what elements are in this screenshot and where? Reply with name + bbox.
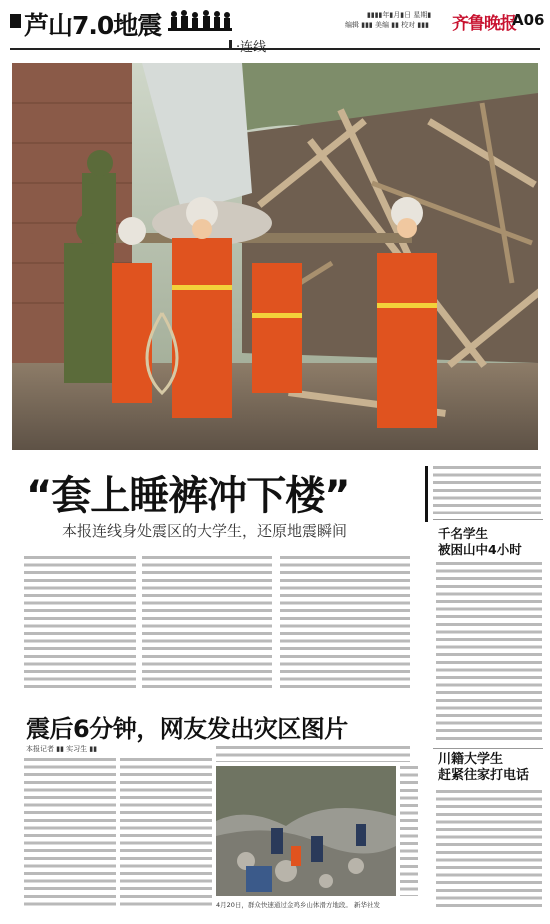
story2-title-line1: 川籍大学生 [438,752,504,767]
section-subtitle [236,36,266,55]
newspaper-logo: 齐鲁晚报 [452,14,516,34]
issue-date: ▮▮▮▮年▮月▮日 星期▮ [367,11,432,19]
landslide-photo [216,766,396,896]
story1-title-line1: 千名学生 [438,526,489,541]
main-subheadline: 本报连线身处震区的大学生，还原地震瞬间 [62,522,348,540]
section-title: 芦山7.0地震 [24,11,162,40]
article-column-3 [280,556,410,692]
header-rule [10,48,540,50]
right-top-caption [433,466,541,514]
section2-headline: 震后6分钟，网友发出灾区图片 [26,715,348,743]
article-column-2 [142,556,272,692]
story2-body [436,790,542,910]
section2-byline: 本报记者 ▮▮ 实习生 ▮▮ [26,745,98,753]
story1-title-line2: 被困山中4小时 [438,542,522,557]
article-column-1 [24,556,136,692]
right-column-marker [425,466,428,522]
editorial-staff: 编辑 ▮▮▮ 美编 ▮▮ 校对 ▮▮▮ [345,21,429,29]
section2-column-1 [24,758,116,908]
section2-column-3-side [400,766,418,896]
right-column-rule-2 [433,748,543,749]
small-photo-caption: 4月20日，群众快速通过金鸡乡山体滑方地段。 新华社发 [216,901,380,909]
story2-title-line2: 赶紧往家打电话 [438,768,530,783]
header-marker-block [10,14,21,28]
rescue-photo [12,63,538,450]
page-number: A06 [512,11,545,29]
section2-column-2 [120,758,212,908]
main-headline: “套上睡裤冲下楼” [26,473,350,519]
story1-body [436,562,542,742]
section2-column-3-top [216,746,410,762]
right-column-rule [433,519,543,520]
crowd-silhouette-icon [168,8,232,32]
